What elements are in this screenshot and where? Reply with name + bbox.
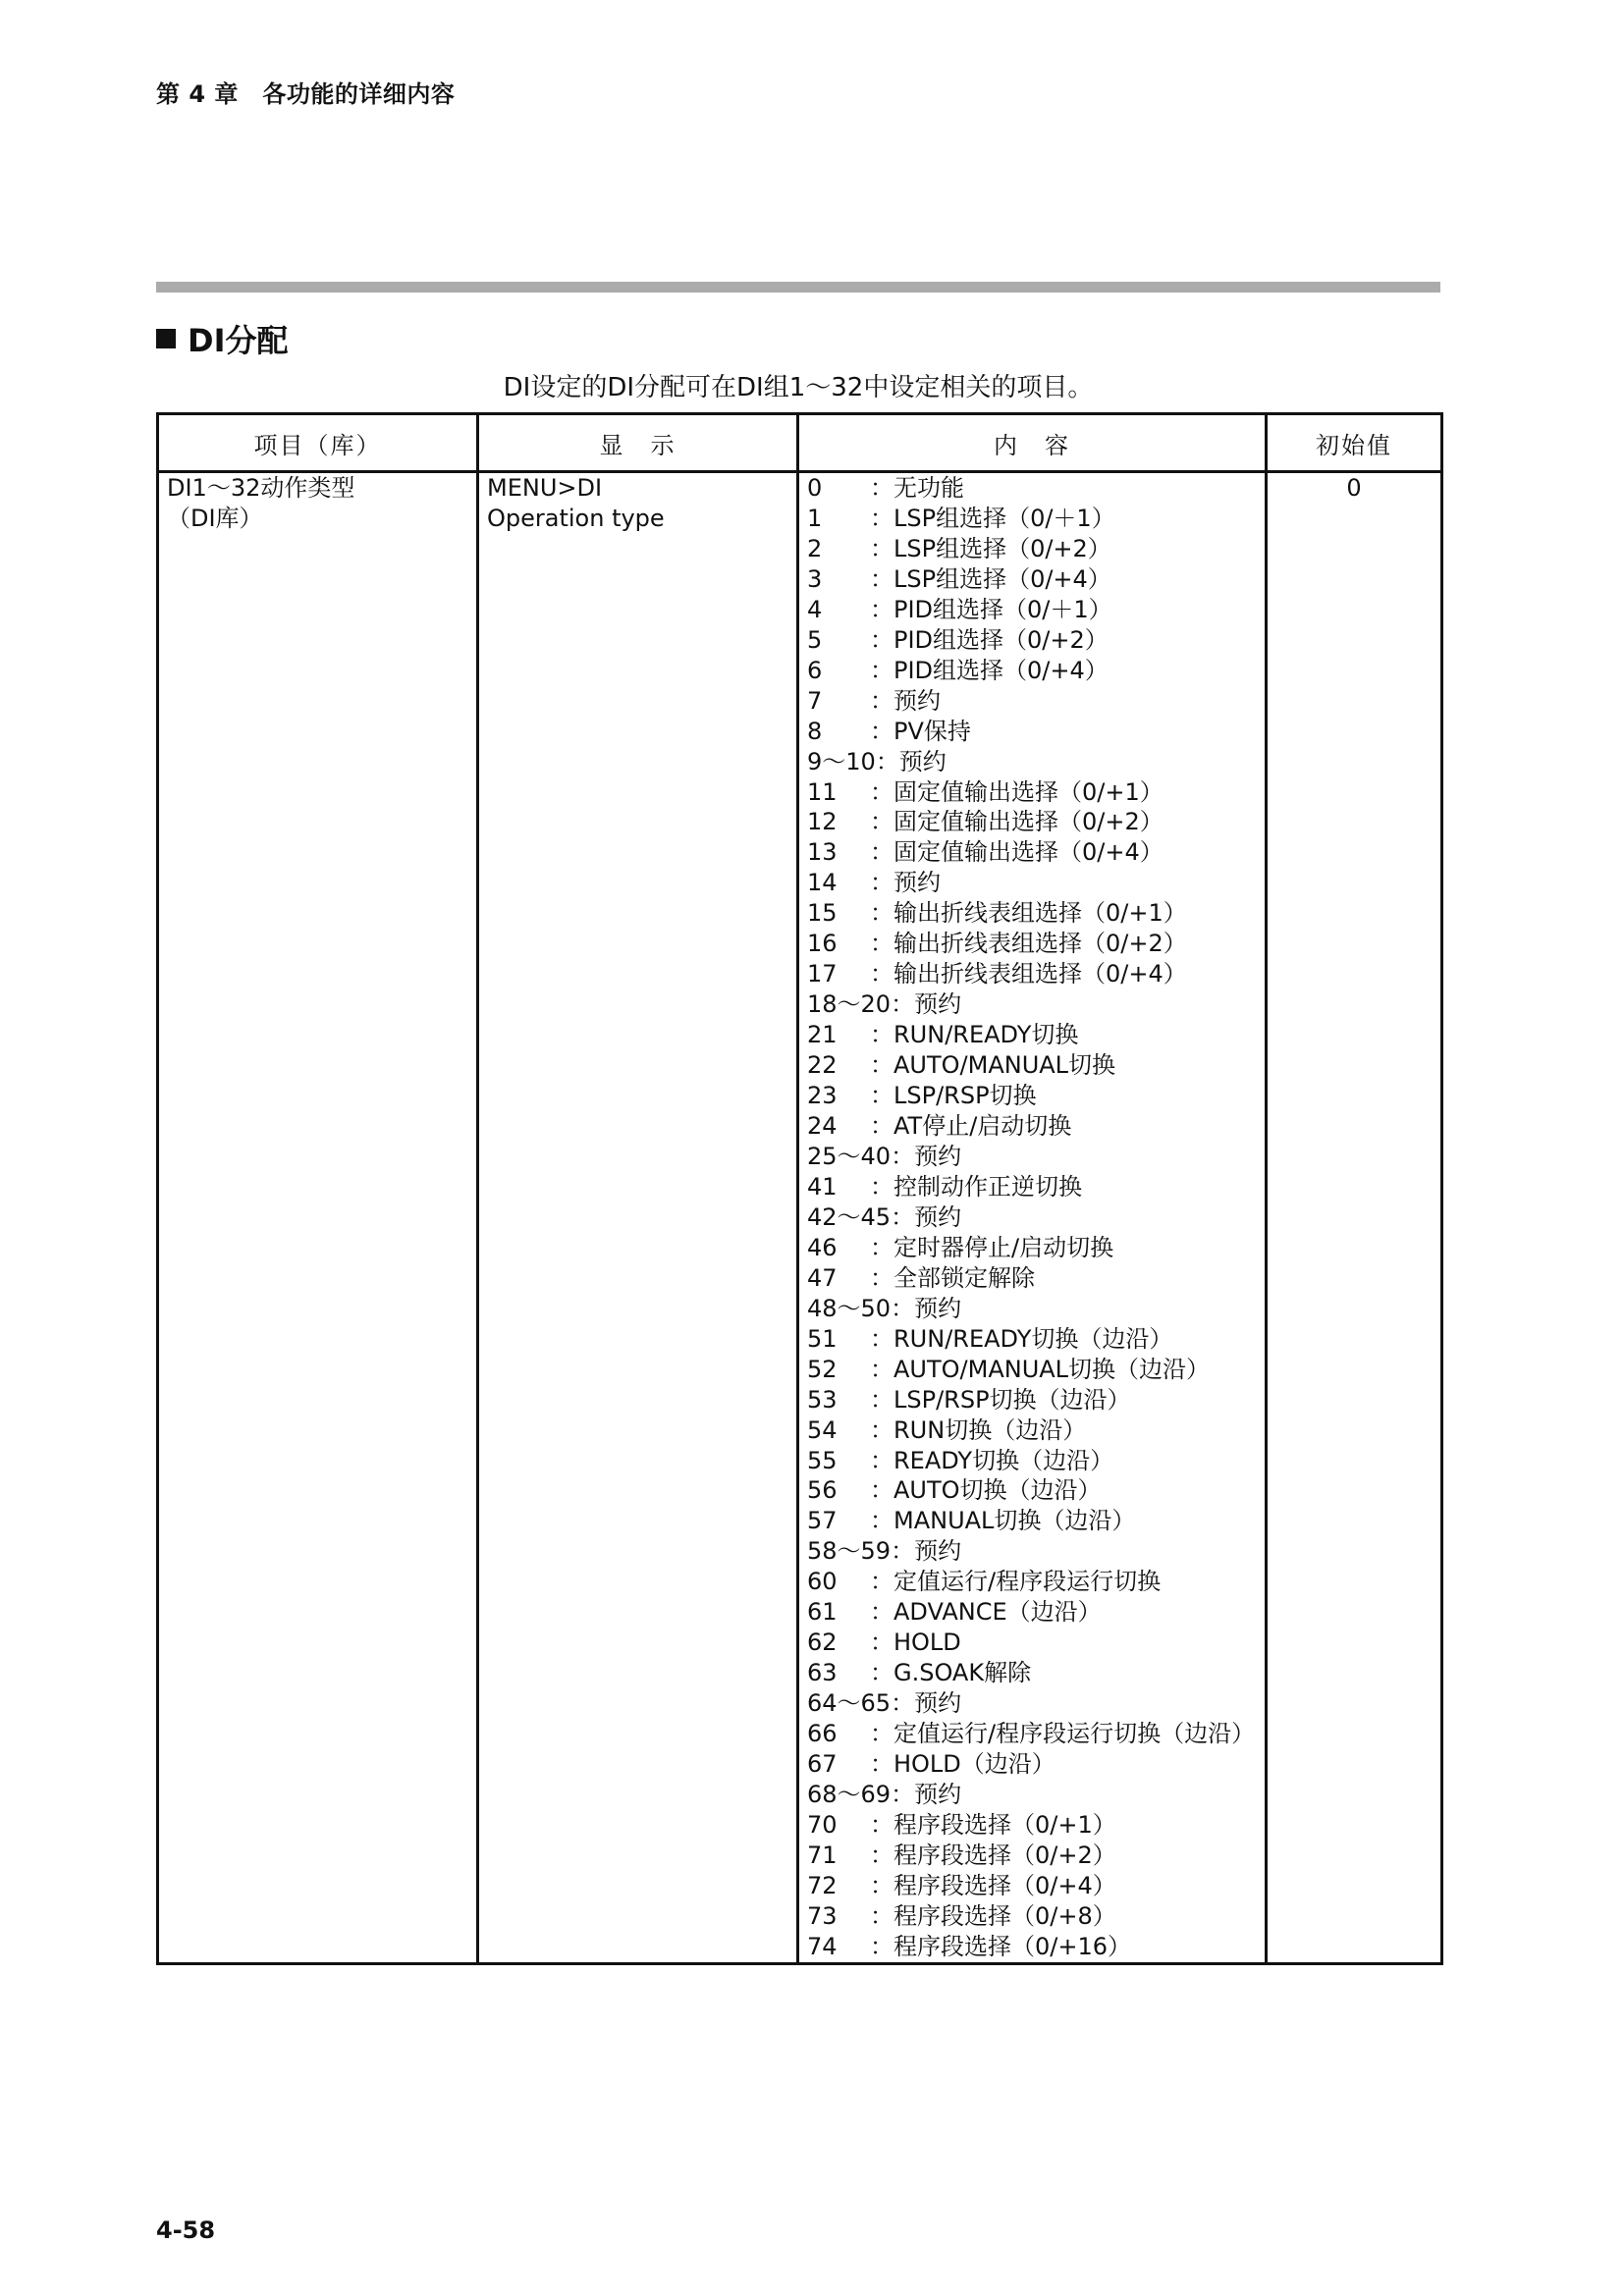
option-text: ：预约	[870, 869, 941, 897]
option-code: 2	[807, 534, 823, 562]
option-code: 1	[807, 504, 823, 532]
option-text: ：PID组选择（0/+2）	[870, 625, 1109, 654]
option-text: ：HOLD（边沿）	[870, 1750, 1056, 1779]
option-code: 4	[807, 595, 823, 623]
option-code: 58～59	[807, 1537, 892, 1566]
option-item	[807, 1780, 1257, 1810]
option-text: ：固定值输出选择（0/+1）	[870, 777, 1164, 806]
option-code: 0	[807, 474, 823, 502]
option-item	[807, 1294, 1257, 1324]
option-code: 8	[807, 717, 823, 745]
default-value: 0	[1346, 474, 1362, 502]
option-text: ：RUN切换（边沿）	[870, 1415, 1087, 1444]
option-item	[807, 837, 1257, 868]
option-text: ：控制动作正逆切换	[870, 1172, 1082, 1201]
option-code: 66	[807, 1720, 838, 1748]
option-text: ：固定值输出选择（0/+2）	[870, 808, 1164, 836]
column-header-content: 内 容	[798, 414, 1267, 472]
option-item	[807, 1355, 1257, 1385]
option-code: 16	[807, 930, 838, 958]
option-text: ：RUN/READY切换	[870, 1021, 1079, 1049]
option-text: ：预约	[875, 747, 947, 775]
option-item	[807, 1233, 1257, 1263]
option-text: ：预约	[891, 1537, 962, 1566]
option-item	[807, 989, 1257, 1020]
option-item	[807, 777, 1257, 808]
option-item	[807, 1446, 1257, 1476]
option-code: 14	[807, 869, 838, 897]
option-code: 5	[807, 625, 823, 654]
option-text: ：预约	[891, 1202, 962, 1231]
option-item	[807, 1506, 1257, 1536]
option-text: ：PID组选择（0/+4）	[870, 656, 1109, 684]
table-header-row	[158, 414, 1442, 472]
option-item	[807, 1415, 1257, 1446]
option-item	[807, 807, 1257, 837]
option-item	[807, 534, 1257, 564]
option-text: ：G.SOAK解除	[870, 1659, 1032, 1687]
option-item	[807, 898, 1257, 929]
option-item	[807, 1628, 1257, 1658]
option-code: 52	[807, 1355, 838, 1383]
option-text: ：程序段选择（0/+16）	[870, 1932, 1132, 1960]
option-text: ：LSP/RSP切换（边沿）	[870, 1385, 1131, 1414]
option-item	[807, 1020, 1257, 1050]
option-code: 54	[807, 1415, 838, 1444]
option-code: 9～10	[807, 747, 876, 775]
option-text: ：预约	[891, 1780, 962, 1808]
option-item	[807, 1172, 1257, 1202]
option-code: 68～69	[807, 1780, 892, 1808]
option-item	[807, 1475, 1257, 1506]
square-bullet-icon	[156, 329, 176, 348]
display-cell	[478, 472, 798, 1964]
option-item	[807, 868, 1257, 898]
item-bank: （DI库）	[167, 504, 263, 532]
display-label: Operation type	[487, 504, 665, 532]
option-item	[807, 1111, 1257, 1142]
table-row	[158, 472, 1442, 1964]
option-text: ：定值运行/程序段运行切换	[870, 1568, 1162, 1596]
option-code: 23	[807, 1082, 838, 1110]
option-item	[807, 686, 1257, 717]
section-rule	[156, 282, 1440, 293]
option-item	[807, 959, 1257, 989]
option-code: 21	[807, 1021, 838, 1049]
item-cell	[158, 472, 478, 1964]
option-code: 61	[807, 1598, 838, 1627]
option-item	[807, 473, 1257, 504]
option-item	[807, 1749, 1257, 1780]
option-code: 46	[807, 1233, 838, 1261]
option-item	[807, 1871, 1257, 1901]
option-code: 42～45	[807, 1202, 892, 1231]
option-text: ：程序段选择（0/+4）	[870, 1871, 1116, 1899]
option-text: ：程序段选择（0/+8）	[870, 1901, 1116, 1930]
column-header-display: 显 示	[478, 414, 798, 472]
option-code: 13	[807, 838, 838, 867]
option-text: ：预约	[891, 1142, 962, 1170]
option-code: 73	[807, 1901, 838, 1930]
option-text: ：LSP组选择（0/＋1）	[870, 504, 1115, 532]
option-item	[807, 1597, 1257, 1628]
option-text: ：LSP/RSP切换	[870, 1082, 1037, 1110]
option-item	[807, 1841, 1257, 1871]
option-text: ：预约	[891, 990, 962, 1019]
option-code: 74	[807, 1932, 838, 1960]
content-cell	[798, 472, 1267, 1964]
display-menu-path: MENU>DI	[487, 474, 603, 502]
option-code: 53	[807, 1385, 838, 1414]
option-code: 11	[807, 777, 838, 806]
section-intro: DI设定的DI分配可在DI组1～32中设定相关的项目。	[503, 373, 1094, 402]
section-title	[156, 316, 288, 361]
option-code: 18～20	[807, 990, 892, 1019]
option-item	[807, 1536, 1257, 1567]
option-code: 7	[807, 686, 823, 715]
option-item	[807, 504, 1257, 534]
option-item	[807, 595, 1257, 625]
option-code: 3	[807, 564, 823, 593]
option-code: 62	[807, 1629, 838, 1657]
option-text: ：预约	[891, 1294, 962, 1322]
option-text: ：AUTO切换（边沿）	[870, 1476, 1102, 1505]
option-text: ：程序段选择（0/+2）	[870, 1841, 1116, 1869]
option-text: ：全部锁定解除	[870, 1263, 1035, 1292]
option-item	[807, 1901, 1257, 1932]
option-code: 17	[807, 960, 838, 988]
option-item	[807, 1688, 1257, 1719]
option-text: ：HOLD	[870, 1629, 961, 1657]
option-item	[807, 1050, 1257, 1081]
option-code: 67	[807, 1750, 838, 1779]
column-header-item: 项目（库）	[158, 414, 478, 472]
page-number: 4-58	[156, 2216, 216, 2244]
option-code: 56	[807, 1476, 838, 1505]
option-code: 55	[807, 1446, 838, 1474]
option-code: 70	[807, 1810, 838, 1839]
option-item	[807, 1932, 1257, 1962]
option-code: 64～65	[807, 1689, 892, 1718]
option-item	[807, 1142, 1257, 1172]
option-text: ：ADVANCE（边沿）	[870, 1598, 1102, 1627]
option-code: 47	[807, 1263, 838, 1292]
option-item	[807, 1263, 1257, 1294]
option-code: 41	[807, 1172, 838, 1201]
option-code: 72	[807, 1871, 838, 1899]
option-text: ：READY切换（边沿）	[870, 1446, 1114, 1474]
item-name: DI1～32动作类型	[167, 474, 355, 502]
option-code: 57	[807, 1507, 838, 1535]
column-header-default: 初始值	[1267, 414, 1442, 472]
option-text: ：程序段选择（0/+1）	[870, 1810, 1116, 1839]
option-code: 60	[807, 1568, 838, 1596]
option-text: ：RUN/READY切换（边沿）	[870, 1324, 1173, 1353]
option-text: ：输出折线表组选择（0/+1）	[870, 899, 1187, 928]
option-item	[807, 1810, 1257, 1841]
option-text: ：预约	[891, 1689, 962, 1718]
option-text: ：PV保持	[870, 717, 971, 745]
option-text: ：LSP组选择（0/+4）	[870, 564, 1111, 593]
option-item	[807, 1719, 1257, 1749]
option-code: 25～40	[807, 1142, 892, 1170]
option-text: ：定值运行/程序段运行切换（边沿）	[870, 1720, 1256, 1748]
option-item	[807, 625, 1257, 656]
option-text: ：定时器停止/启动切换	[870, 1233, 1114, 1261]
option-item	[807, 929, 1257, 959]
option-item	[807, 1324, 1257, 1355]
option-code: 48～50	[807, 1294, 892, 1322]
option-text: ：预约	[870, 686, 941, 715]
option-text: ：无功能	[870, 474, 964, 502]
option-code: 71	[807, 1841, 838, 1869]
option-item	[807, 564, 1257, 595]
option-text: ：AT停止/启动切换	[870, 1112, 1072, 1141]
option-code: 6	[807, 656, 823, 684]
di-assignment-table	[156, 412, 1443, 1965]
section-title-text: DI分配	[188, 322, 289, 359]
option-item	[807, 1202, 1257, 1233]
option-code: 15	[807, 899, 838, 928]
option-code: 12	[807, 808, 838, 836]
option-text: ：AUTO/MANUAL切换（边沿）	[870, 1355, 1211, 1383]
option-text: ：LSP组选择（0/+2）	[870, 534, 1111, 562]
option-code: 63	[807, 1659, 838, 1687]
option-item	[807, 1567, 1257, 1597]
option-text: ：输出折线表组选择（0/+4）	[870, 960, 1187, 988]
option-text: ：AUTO/MANUAL切换	[870, 1051, 1116, 1080]
chapter-header: 第 4 章 各功能的详细内容	[156, 80, 456, 108]
option-item	[807, 717, 1257, 747]
option-item	[807, 656, 1257, 686]
option-text: ：固定值输出选择（0/+4）	[870, 838, 1164, 867]
option-code: 24	[807, 1112, 838, 1141]
option-text: ：MANUAL切换（边沿）	[870, 1507, 1136, 1535]
option-code: 51	[807, 1324, 838, 1353]
default-cell	[1267, 472, 1442, 1964]
option-text: ：PID组选择（0/＋1）	[870, 595, 1112, 623]
option-text: ：输出折线表组选择（0/+2）	[870, 930, 1187, 958]
option-item	[807, 1385, 1257, 1415]
option-item	[807, 1658, 1257, 1688]
option-item	[807, 1081, 1257, 1111]
option-item	[807, 747, 1257, 777]
option-code: 22	[807, 1051, 838, 1080]
